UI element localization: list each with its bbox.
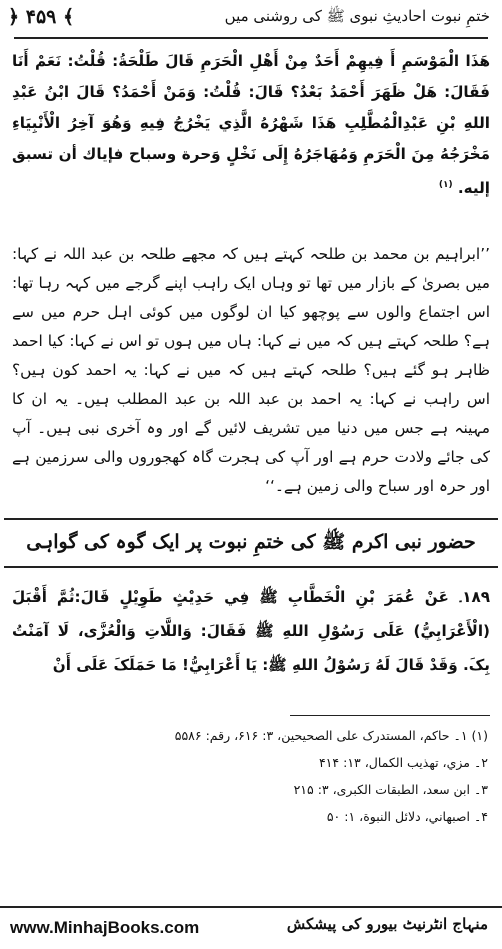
page-number: ﴿ ۴۵۹ ﴾ [8, 6, 75, 28]
footnote-item: ۲۔ مزي، تهذیب الکمال، ۱۳: ۴۱۴ [318, 755, 488, 770]
footnote-item: (۱) ۱۔ حاکم، المستدرک علی الصحیحین، ۳: ۶۱۶، رقم: ۵۵۸۶ [174, 728, 488, 743]
arabic-hadith-body: هَذَا الْمَوْسَمِ أَ فِيهِمْ أَحَدٌ مِنْ أَهْلِ الْحَرَمِ قَالَ طَلْحَةُ: قُلْتُ: نَعَمْ أَنَا فَقَالَ: هَلْ ظَهَرَ أَحْمَدُ بَعْدُ؟ قَالَ: قُلْتُ: وَمَنْ أَحْمَدُ؟ قَالَ ابْنُ عَبْدِ اللهِ بْنِ عَبْدِالْمُطَّلِبِ هَذَا شَهْرُهُ الَّذِي يَخْرُجُ فِيهِ وَهُوَ آخِرُ الْأَنْبِيَاءِ مَخْرَجُهُ مِنَ الْحَرَمِ وَمُهَاجَرُهُ إِلَى نَخْلٍ وَحرة وسباح فإياك أن تسبق إليه. [12, 52, 490, 198]
footer-credit: منہاج انٹرنیٹ بیورو کی پیشکش [286, 915, 488, 933]
section-heading: حضور نبی اکرم ﷺ کی ختمِ نبوت پر ایک گوہ کی گواہی [26, 531, 476, 553]
section-heading-box [4, 518, 498, 568]
running-head: ختمِ نبوت احادیثِ نبوی ﷺ کی روشنی میں [224, 7, 490, 25]
footnote-item: ۳۔ ابن سعد، الطبقات الکبری، ۳: ۲۱۵ [293, 782, 488, 797]
footer-rule [0, 906, 502, 908]
footnote-marker: (۱) [438, 180, 453, 190]
footnotes [90, 722, 488, 830]
footer-url-link[interactable]: www.MinhajBooks.com [10, 918, 200, 937]
footnote-rule [290, 715, 490, 716]
urdu-translation: ’’ابراہیم بن محمد بن طلحہ کہتے ہیں کہ مجھے طلحہ بن عبد اللہ نے کہا: میں بصریٰ کے بازار میں تھا تو وہاں ایک راہب اپنے گرجے میں کہہ رہا تھا: اس اجتماع والوں سے پوچھو کیا ان لوگوں میں کوئی اہل حرم میں سے ہے؟ طلحہ کہتے ہیں کہ میں نے کہا: ہاں میں ہوں تو اس نے کہا: کیا احمد ظاہر ہو گئے ہیں؟ طلحہ کہتے ہیں کہ میں نے کہا: یہ احمد کون ہیں؟ اس راہب نے کہا: یہ احمد بن عبد اللہ بن عبد المطلب ہیں۔ یہ ان کا مہینہ ہے جس میں دنیا میں تشریف لائیں گے اور وہ آخری نبی ہیں۔ آپ کی جائے ولادت حرم ہے اور آپ کی ہجرت گاہ کھجوروں والی سرزمین ہے اور حرہ اور سباح والی زمین ہے۔‘‘ [12, 245, 490, 495]
arabic-hadith-text [12, 46, 490, 204]
footnote-item: ۴۔ اصبهاني، دلائل النبوة، ۱: ۵۰ [326, 809, 488, 824]
hadith-189-text: ۱۸۹۔ عَنْ عُمَرَ بْنِ الْخَطَّابِ ﷺ فِي حَدِيْثٍ طَوِيْلٍ قَالَ:ثُمَّ أَقْبَلَ (الْأَعْرَابِيُّ) عَلَى رَسُوْلِ اللهِ ﷺ فَقَالَ: وَاللَّاتِ وَالْعُزَّى، لَا آمَنْتُ بِکَ. وَقَدْ قَالَ لَهُ رَسُوْلُ اللهِ ﷺ: يَا أَعْرَابِيُّ! مَا حَمَلَکَ عَلَى أَنْ [12, 588, 490, 674]
header-rule [14, 37, 488, 39]
